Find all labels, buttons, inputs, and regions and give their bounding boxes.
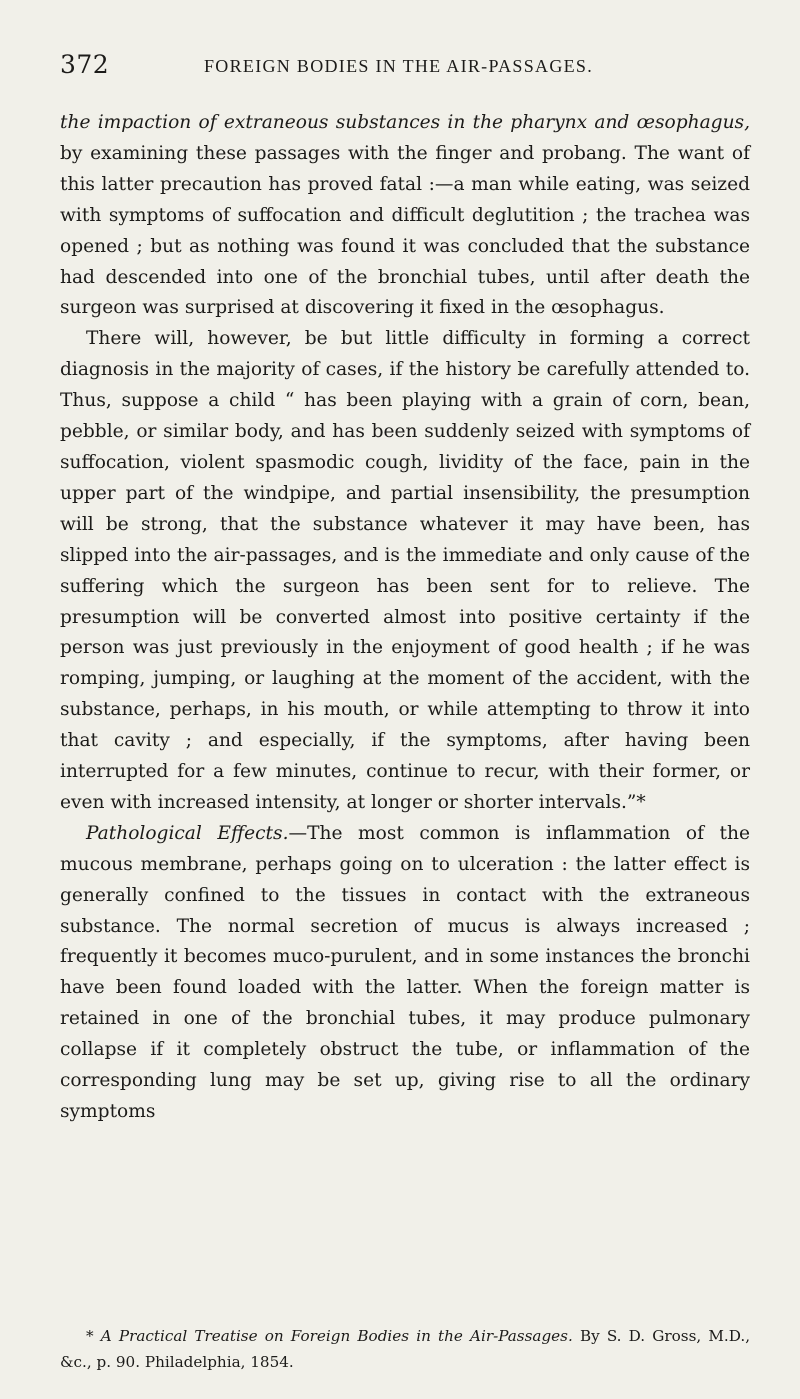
paragraph-1 <box>60 108 750 324</box>
body-text <box>60 108 750 1128</box>
page-header <box>60 50 750 90</box>
footnote-text <box>60 1323 750 1375</box>
page-number: 372 <box>60 50 110 79</box>
footnote-marker: * <box>86 1327 101 1345</box>
paragraph-1-italic-lead: the impaction of extraneous substances in the pharynx and œsophagus, <box>60 112 750 133</box>
paragraph-3-text: —The most common is inflammation of the mucous membrane, perhaps going on to ulceration : the latter effect is generally confined to the tissues in contact with the extraneous substance. The normal secretion of mucus is always increased ; frequently it becomes muco-purulent, and in some instances the bronchi have been found loaded with the latter. When the foreign matter is retained in one of the bronchial tubes, it may produce pulmonary collapse if it completely obstruct the tube, or inflammation of the corresponding lung may be set up, giving rise to all the ordinary symptoms <box>60 822 750 1122</box>
footnote-citation-title: A Practical Treatise on Foreign Bodies in the Air-Passages. <box>100 1327 573 1345</box>
paragraph-1-text: by examining these passages with the finger and probang. The want of this latter precaution has proved fatal :—a man while eating, was seized with symptoms of suffocation and difficult deglutition ; the trachea was opened ; but as nothing was found it was concluded that the substance had descended into one of the bronchial tubes, until after death the surgeon was surprised at discovering it fixed in the œsophagus. <box>60 142 750 319</box>
running-title: FOREIGN BODIES IN THE AIR-PASSAGES. <box>204 56 594 76</box>
footnote-citation-details: By S. D. Gross, M.D., &c., p. 90. Philadelphia, 1854. <box>60 1327 751 1371</box>
paragraph-2: There will, however, be but little difficulty in forming a correct diagnosis in the majority of cases, if the history be carefully attended to. Thus, suppose a child “ has been playing with a grain of corn, bean, pebble, or similar body, and has been suddenly seized with symptoms of suffocation, violent spasmodic cough, lividity of the face, pain in the upper part of the windpipe, and partial insensibility, the presumption will be strong, that the substance whatever it may have been, has slipped into the air-passages, and is the immediate and only cause of the suffering which the surgeon has been sent for to relieve. The presumption will be converted almost into positive certainty if the person was just previously in the enjoyment of good health ; if he was romping, jumping, or laughing at the moment of the accident, with the substance, perhaps, in his mouth, or while attempting to throw it into that cavity ; and especially, if the symptoms, after having been interrupted for a few minutes, continue to recur, with their former, or even with increased intensity, at longer or shorter intervals.”* <box>60 328 750 813</box>
section-heading-pathological-effects: Pathological Effects. <box>86 822 289 844</box>
footnote <box>60 1323 750 1375</box>
paragraph-3 <box>60 819 750 1128</box>
